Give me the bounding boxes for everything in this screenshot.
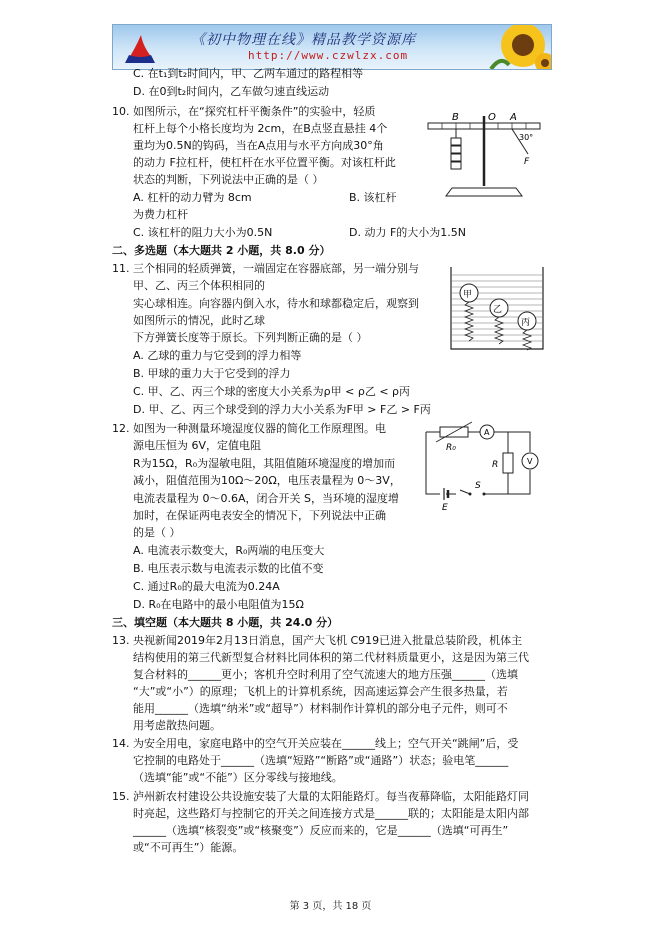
text-line: C. 甲、乙、丙三个球的密度大小关系为ρ甲 < ρ乙 < ρ丙 — [133, 385, 411, 398]
text-line: B. 甲球的重力大于它受到的浮力 — [133, 367, 291, 380]
text-line: 的动力 F拉杠杆，使杠杆在水平位置平衡。对该杠杆此 — [133, 156, 396, 169]
banner-url[interactable]: http://www.czwlzx.com — [248, 49, 409, 62]
text-line: 甲、乙、丙三个体积相同的 — [133, 279, 265, 292]
text-line: 时亮起，这些路灯与控制它的开关之间连接方式是______联的；太阳能是太阳内部 — [133, 807, 529, 820]
text-line: 状态的判断，下列说法中正确的是（ ） — [133, 173, 324, 186]
text-line: D. 甲、乙、丙三个球受到的浮力大小关系为F甲 > F乙 > F丙 — [133, 403, 431, 416]
text-line: C. 通过R₀的最大电流为0.24A — [133, 580, 280, 593]
text-line: 杠杆上每个小格长度均为 2cm，在B点竖直悬挂 4个 — [133, 122, 388, 135]
label-voltmeter: V — [527, 457, 533, 466]
section-heading: 二、多选题（本大题共 2 小题，共 8.0 分） — [112, 244, 331, 257]
label-e: E — [442, 503, 448, 512]
text-line: C. 在t₁到t₂时间内，甲、乙两车通过的路程相等 — [133, 67, 364, 80]
text-line: B. 电压表示数与电流表示数的比值不变 — [133, 562, 324, 575]
text-line: 减小，阻值范围为10Ω～20Ω，电压表量程为 0～3V， — [133, 474, 401, 487]
logo-icon — [121, 29, 159, 65]
text-line: 下方弹簧长度等于原长。下列判断正确的是（ ） — [133, 331, 368, 344]
text-line: 13. 央视新闻2019年2月13日消息，国产大飞机 C919已进入批量总装阶段，机体主 — [112, 634, 523, 647]
label-b: B — [452, 112, 459, 123]
text-line: R为15Ω，R₀为湿敏电阻，其阻值随环境湿度的增加而 — [133, 457, 396, 470]
label-r: R — [492, 460, 499, 470]
text-line: 12. 如图为一种测量环境湿度仪器的简化工作原理图。电 — [112, 422, 386, 435]
text-line: 重均为0.5N的钩码，当在A点用与水平方向成30°角 — [133, 139, 384, 152]
label-angle: 30° — [519, 133, 534, 142]
text-line: 它控制的电路处于______（选填“短路”“断路”或“通路”）状态；验电笔______ — [133, 754, 509, 767]
spring-bing — [523, 330, 531, 350]
switch-s — [469, 493, 472, 496]
text-line: 14. 为安全用电，家庭电路中的空气开关应装在______线上；空气开关“跳闸”后，受 — [112, 737, 519, 750]
text-line: A. 乙球的重力与它受到的浮力相等 — [133, 349, 302, 362]
text-line: A. 杠杆的动力臂为 8cm — [133, 191, 252, 204]
header-banner — [112, 24, 552, 70]
label-f: F — [524, 157, 530, 167]
text-line: D. R₀在电路中的最小电阻值为15Ω — [133, 598, 304, 611]
circuit-figure — [418, 418, 550, 512]
page-footer: 第 3 页，共 18 页 — [289, 901, 372, 912]
banner-title: 《初中物理在线》精品教学资源库 — [191, 32, 416, 48]
text-line: 能用______（选填“纳米”或“超导”）材料制作计算机的部分电子元件，则可不 — [133, 702, 508, 715]
text-line: B. 该杠杆 — [349, 191, 397, 204]
text-line: 的是（ ） — [133, 526, 181, 539]
text-line: 为费力杠杆 — [133, 208, 188, 221]
text-line: 复合材料的______更小；客机升空时利用了空气流速大的地方压强______（选填 — [133, 668, 518, 681]
spring-container-figure — [447, 263, 547, 353]
text-line: 10. 如图所示，在“探究杠杆平衡条件”的实验中，轻质 — [112, 105, 376, 118]
sunflower-icon — [461, 25, 551, 69]
spring-yi — [495, 317, 503, 344]
label-o: O — [488, 112, 496, 123]
text-line: 源电压恒为 6V，定值电阻 — [133, 439, 262, 452]
text-line: C. 该杠杆的阻力大小为0.5N — [133, 226, 273, 239]
label-bing: 丙 — [521, 318, 531, 328]
stand-base — [446, 188, 522, 196]
lever-figure — [420, 108, 550, 200]
label-r0: R₀ — [446, 443, 456, 453]
text-line: 结构使用的第三代新型复合材料比同体积的第二代材料质量更小，这是因为第三代 — [133, 651, 529, 664]
label-a: A — [510, 112, 517, 123]
label-s: S — [475, 481, 481, 491]
text-line: 加时，在保证两电表安全的情况下，下列说法中正确 — [133, 509, 386, 522]
text-line: 用考虑散热问题。 — [133, 719, 221, 732]
section-heading: 三、填空题（本大题共 8 小题，共 24.0 分） — [112, 616, 339, 629]
text-line: D. 动力 F的大小为1.5N — [349, 226, 467, 239]
text-line: 如图所示的情况，此时乙球 — [133, 314, 265, 327]
text-line: 15. 泸州新农村建设公共设施安装了大量的太阳能路灯。每当夜幕降临，太阳能路灯同 — [112, 790, 529, 803]
text-line: 电流表量程为 0～0.6A，闭合开关 S，当环境的湿度增 — [133, 492, 399, 505]
label-ammeter: A — [484, 428, 490, 437]
text-line: ______（选填“核裂变”或“核聚变”）反应而来的，它是______（选填“可再生” — [133, 824, 509, 837]
label-yi: 乙 — [493, 305, 503, 315]
label-jia: 甲 — [463, 290, 473, 300]
text-line: D. 在0到t₂时间内，乙车做匀速直线运动 — [133, 85, 330, 98]
text-line: A. 电流表示数变大，R₀两端的电压变大 — [133, 544, 325, 557]
text-line: 11. 三个相同的轻质弹簧，一端固定在容器底部，另一端分别与 — [112, 262, 419, 275]
text-line: “大”或“小”）的原理；飞机上的计算机系统，因高速运算会产生很多热量，若 — [133, 685, 508, 698]
text-line: 或“不可再生”）能源。 — [133, 841, 244, 854]
resistor-r — [503, 453, 513, 473]
text-line: （选填“能”或“不能”）区分零线与接地线。 — [133, 771, 343, 784]
text-line: 实心球相连。向容器内倒入水，待水和球都稳定后，观察到 — [133, 297, 419, 310]
